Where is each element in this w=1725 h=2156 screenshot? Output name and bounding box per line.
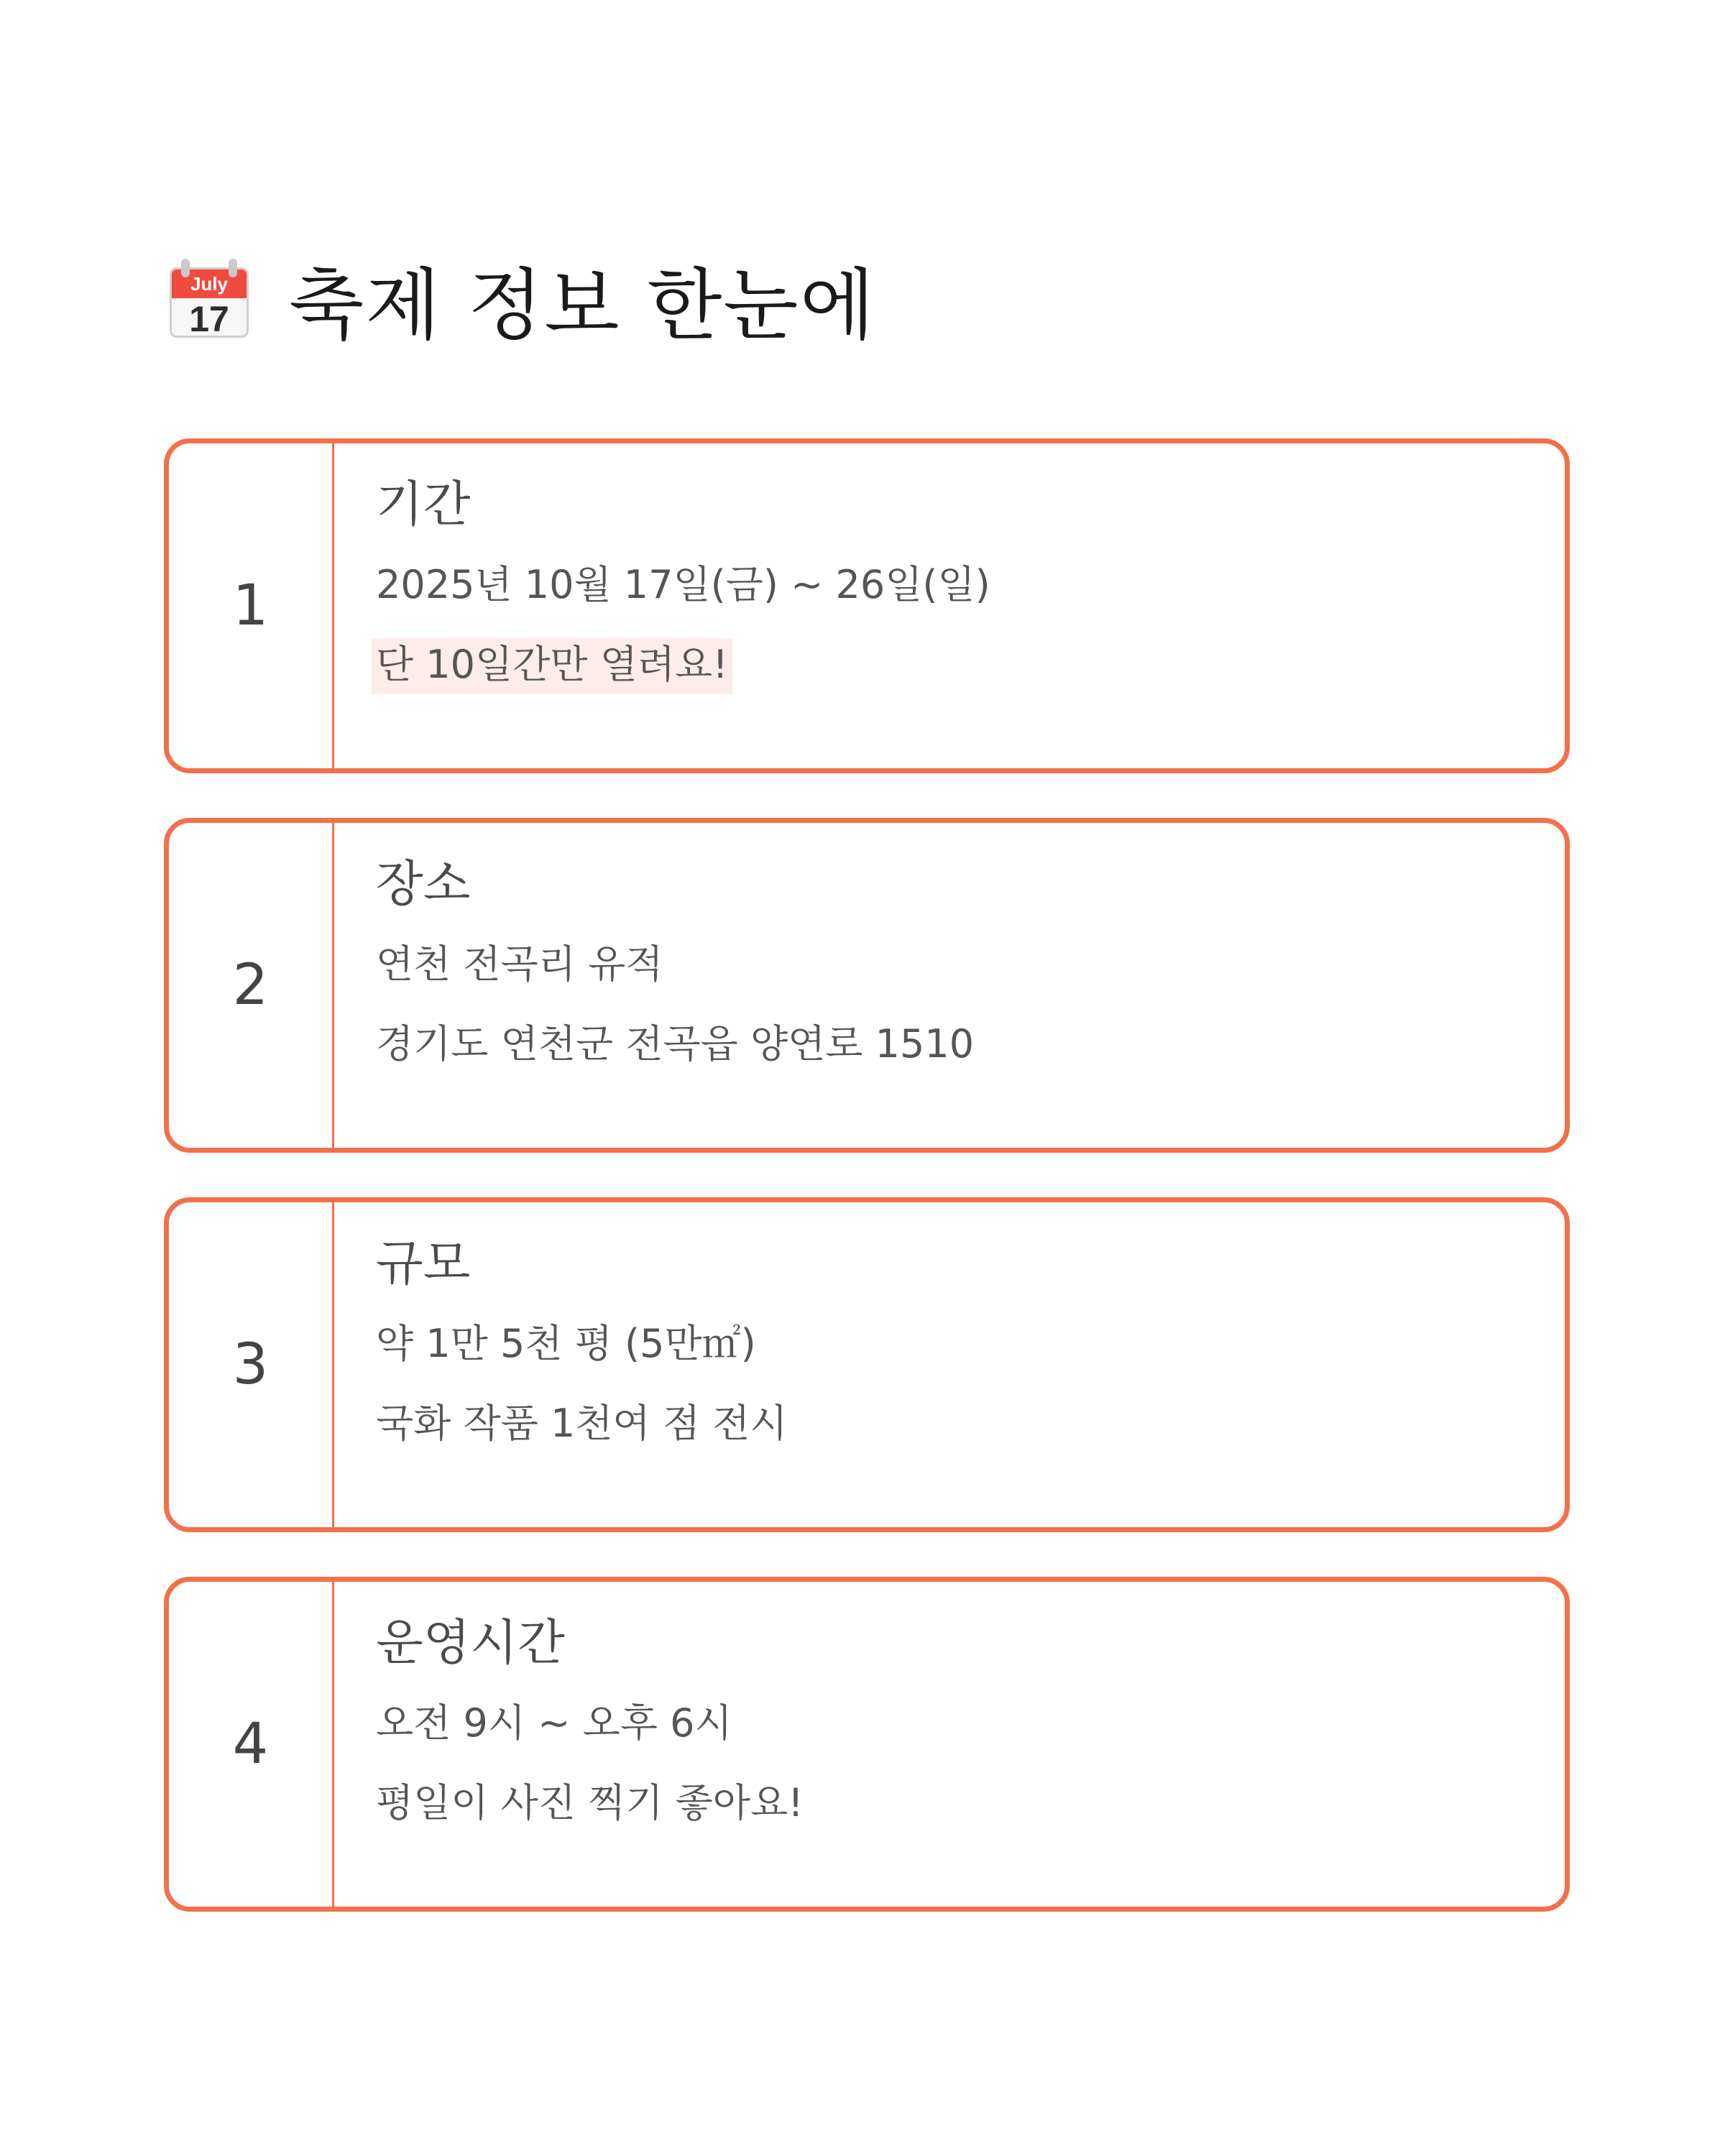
calendar-icon [167, 256, 252, 341]
highlighted-note: 단 10일간만 열려요! [372, 638, 732, 694]
card-note: 국화 작품 1천여 점 전시 [376, 1401, 788, 1446]
card-content [334, 1582, 804, 1907]
card-detail: 연천 전곡리 유적 [376, 941, 663, 987]
info-card-period [164, 438, 1570, 773]
info-card-hours [164, 1577, 1570, 1912]
card-number: 3 [169, 1202, 334, 1527]
card-content [334, 823, 974, 1148]
card-note [376, 642, 990, 694]
calendar-day: 17 [189, 299, 229, 338]
card-detail: 오전 9시 ~ 오후 6시 [376, 1700, 732, 1746]
card-title: 운영시간 [376, 1615, 565, 1672]
calendar-body [170, 267, 249, 338]
card-detail: 2025년 10월 17일(금) ~ 26일(일) [376, 562, 990, 607]
card-detail: 약 1만 5천 평 (5만㎡) [376, 1321, 756, 1366]
card-number: 4 [169, 1582, 334, 1907]
card-number: 2 [169, 823, 334, 1148]
card-title: 장소 [376, 856, 471, 913]
info-card-scale [164, 1197, 1570, 1532]
card-note: 평일이 사진 찍기 좋아요! [376, 1780, 804, 1825]
card-title: 기간 [376, 476, 471, 533]
card-note: 경기도 연천군 전곡읍 양연로 1510 [376, 1021, 975, 1067]
calendar-ring-left [181, 259, 190, 277]
page-header [167, 244, 876, 352]
info-card-location [164, 818, 1570, 1153]
page-title: 축제 정보 한눈에 [289, 260, 876, 351]
calendar-month: July [172, 270, 247, 298]
card-content [334, 1202, 788, 1527]
card-content [334, 443, 990, 768]
calendar-ring-right [229, 259, 237, 277]
info-card-list [164, 438, 1570, 1956]
card-title: 규모 [376, 1235, 471, 1292]
card-number: 1 [169, 443, 334, 768]
